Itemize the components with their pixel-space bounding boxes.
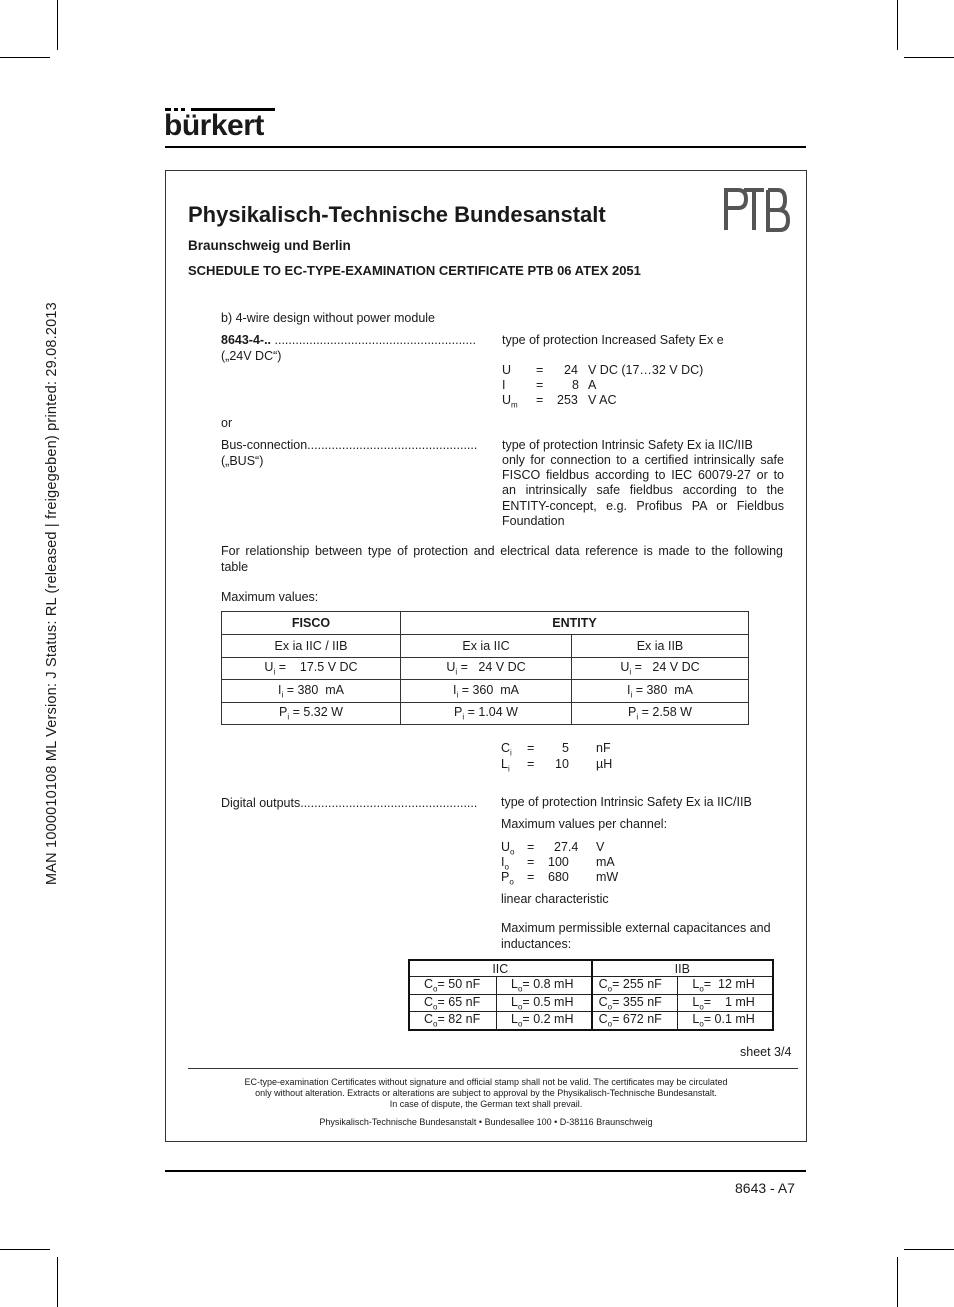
table-cell: $C_o= 82$ nF [409,1012,497,1030]
table-cell: $C_o= 255$ nF [592,977,678,995]
table-cell: $P_i = 1.04$ W [401,703,572,725]
table-header: ENTITY [401,612,749,635]
bus-connection: Bus-connection................................................. [221,438,478,452]
table-row [409,960,773,977]
table-cell: $U_i = 24$ V DC [401,658,572,680]
footer-line: only without alteration. Extracts or alterations are subject to approval by the Physikalisch-Technische Bundesanstalt. [255,1088,717,1098]
crop-mark [0,1249,50,1250]
or-text: or [221,416,233,430]
table-header: IIC [409,960,592,977]
table-cell: $C_o= 355$ nF [592,994,678,1012]
table-row [222,635,749,658]
value-row: $U_o$ = 27.4 V [501,840,605,857]
burkert-logo: bürkert [165,108,275,140]
linear-characteristic: linear characteristic [501,892,609,906]
maximum-values-label: Maximum values: [221,590,319,604]
crop-mark [904,57,954,58]
bus-connection-protection: type of protection Intrinsic Safety Ex ia IIC/IIB [502,438,753,452]
footer-rule-page [165,1170,806,1172]
table-header: IIB [592,960,773,977]
value-row: U = 24 V DC (17…32 V DC) [502,363,704,377]
value-row: $U_m$ = 253 V AC [502,393,617,410]
table-cell: $L_o= 0.2$ mH [497,1012,592,1030]
value-row: $L_i$ = 10 µH [501,757,613,774]
table-cell: $L_o= 0.8$ mH [497,977,592,995]
institute-title: Physikalisch-Technische Bundesanstalt [188,202,606,227]
footer-address: Physikalisch-Technische Bundesanstalt • Bundesallee 100 • D-38116 Braunschweig [319,1117,653,1127]
table-cell: $U_i$ = 17.5 V DC [222,658,401,680]
table-row [409,994,773,1012]
header-rule [165,146,806,148]
schedule-title: SCHEDULE TO EC-TYPE-EXAMINATION CERTIFICATE PTB 06 ATEX 2051 [188,263,641,278]
table-cell: $I_i = 360$ mA [401,680,572,703]
table-header: FISCO [222,612,401,635]
table-cell: $P_i = 5.32$ W [222,703,401,725]
table-cell: $L_o= 0.1$ mH [678,1012,773,1030]
table-cell: $L_o= 0.5$ mH [497,994,592,1012]
item-8643: 8643-4-.. .......................................................... [221,333,476,347]
item-8643-sub: („24V DC“) [221,349,282,363]
side-note: MAN 1000010108 ML Version: J Status: RL (released | freigegeben) printed: 29.08.2013 [44,302,60,885]
crop-mark [0,57,50,58]
footer-line: EC-type-examination Certificates without signature and official stamp shall not be valid. The certificates may be circulated [244,1077,728,1087]
value-row: $C_i$ = 5 nF [501,741,611,758]
table-subheader: Ex ia IIC [401,635,572,658]
maximum-values-table [221,611,749,725]
sheet-number: sheet 3/4 [740,1045,792,1059]
crop-mark [57,1257,58,1307]
footer-rule [188,1068,798,1069]
table-row [409,977,773,995]
table-row [222,658,749,680]
institute-location: Braunschweig und Berlin [188,238,351,253]
crop-mark [57,0,58,50]
relationship-text: For relationship between type of protection and electrical data reference is made to the following table [221,544,783,574]
table-cell: $C_o= 50$ nF [409,977,497,995]
table-row [222,612,749,635]
section-b-heading: b) 4-wire design without power module [221,311,435,325]
table-subheader: Ex ia IIC / IIB [222,635,401,658]
crop-mark [897,0,898,50]
value-row: I = 8 A [502,378,597,392]
item-8643-protection: type of protection Increased Safety Ex e [502,333,724,347]
bus-connection-sub: („BUS“) [221,454,264,468]
permissible-label: Maximum permissible external capacitances and inductances: [501,921,771,951]
value-row: $I_o$ = 100 mA [501,855,615,872]
digital-outputs-protection: type of protection Intrinsic Safety Ex ia IIC/IIB [501,795,752,809]
ptb-logo [722,186,792,232]
table-cell: $L_o= 12$ mH [678,977,773,995]
table-cell: $P_i = 2.58$ W [572,703,749,725]
table-cell: $L_o=$ 1 mH [678,994,773,1012]
crop-mark [904,1249,954,1250]
table-row [409,1012,773,1030]
table-subheader: Ex ia IIB [572,635,749,658]
table-row [222,703,749,725]
per-channel-label: Maximum values per channel: [501,817,668,831]
crop-mark [897,1257,898,1307]
table-cell: $U_i = 24$ V DC [572,658,749,680]
footer-line: In case of dispute, the German text shall prevail. [389,1099,583,1109]
value-row: $P_o$ = 680 mW [501,870,619,887]
digital-outputs: Digital outputs................................................... [221,796,478,810]
capacitance-inductance-table [408,959,774,1031]
table-cell: $I_i = 380$ mA [222,680,401,703]
table-cell: $C_o= 65$ nF [409,994,497,1012]
page-number: 8643 - A7 [735,1180,795,1196]
bus-connection-description: only for connection to a certified intrinsically safe FISCO fieldbus according to IEC 60079-27 or to an intrinsically safe fieldbus according to the ENTITY-concept, e.g. Profibus PA or Fieldbus Foundation [502,453,784,528]
table-cell: $C_o= 672$ nF [592,1012,678,1030]
table-cell: $I_i = 380$ mA [572,680,749,703]
table-row [222,680,749,703]
